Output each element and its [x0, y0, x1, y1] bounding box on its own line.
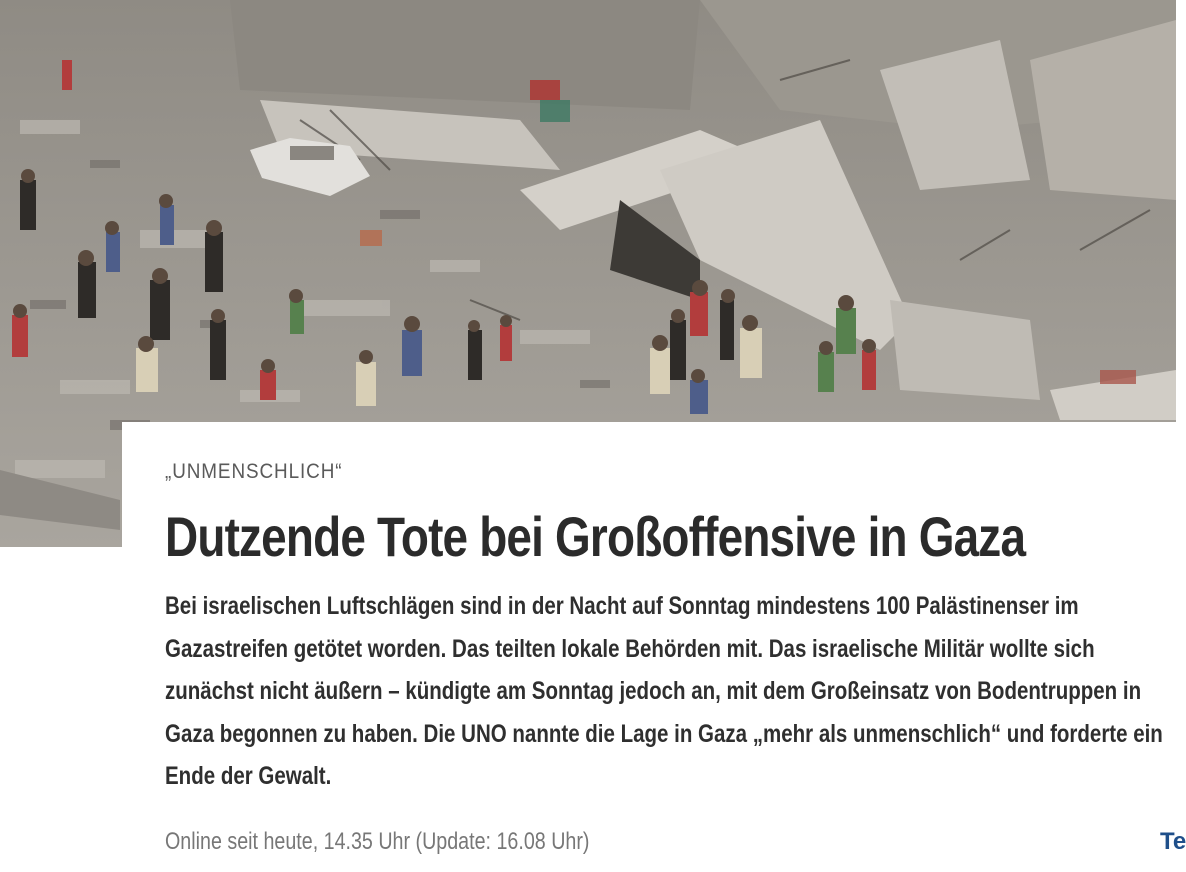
article-kicker: „UNMENSCHLICH“	[165, 460, 343, 483]
truncated-link[interactable]: Te	[1160, 828, 1186, 855]
article-headline[interactable]: Dutzende Tote bei Großoffensive in Gaza	[165, 505, 1026, 568]
article-teaser-card	[122, 422, 1186, 872]
article-timestamp: Online seit heute, 14.35 Uhr (Update: 16.08 Uhr)	[165, 828, 590, 855]
article-lead: Bei israelischen Luftschlägen sind in der Nacht auf Sonntag mindestens 100 Palästinenser im Gazastreifen getötet worden. Das teilten lokale Behörden mit. Das israelische Militär wollte sich zunächst nicht äußern – kündigte am Sonntag jedoch an, mit dem Großeinsatz von Bodentruppen in Gaza begonnen zu haben. Die UNO nannte die Lage in Gaza „mehr als unmenschlich“ und forderte ein Ende der Gewalt.	[165, 592, 1163, 790]
